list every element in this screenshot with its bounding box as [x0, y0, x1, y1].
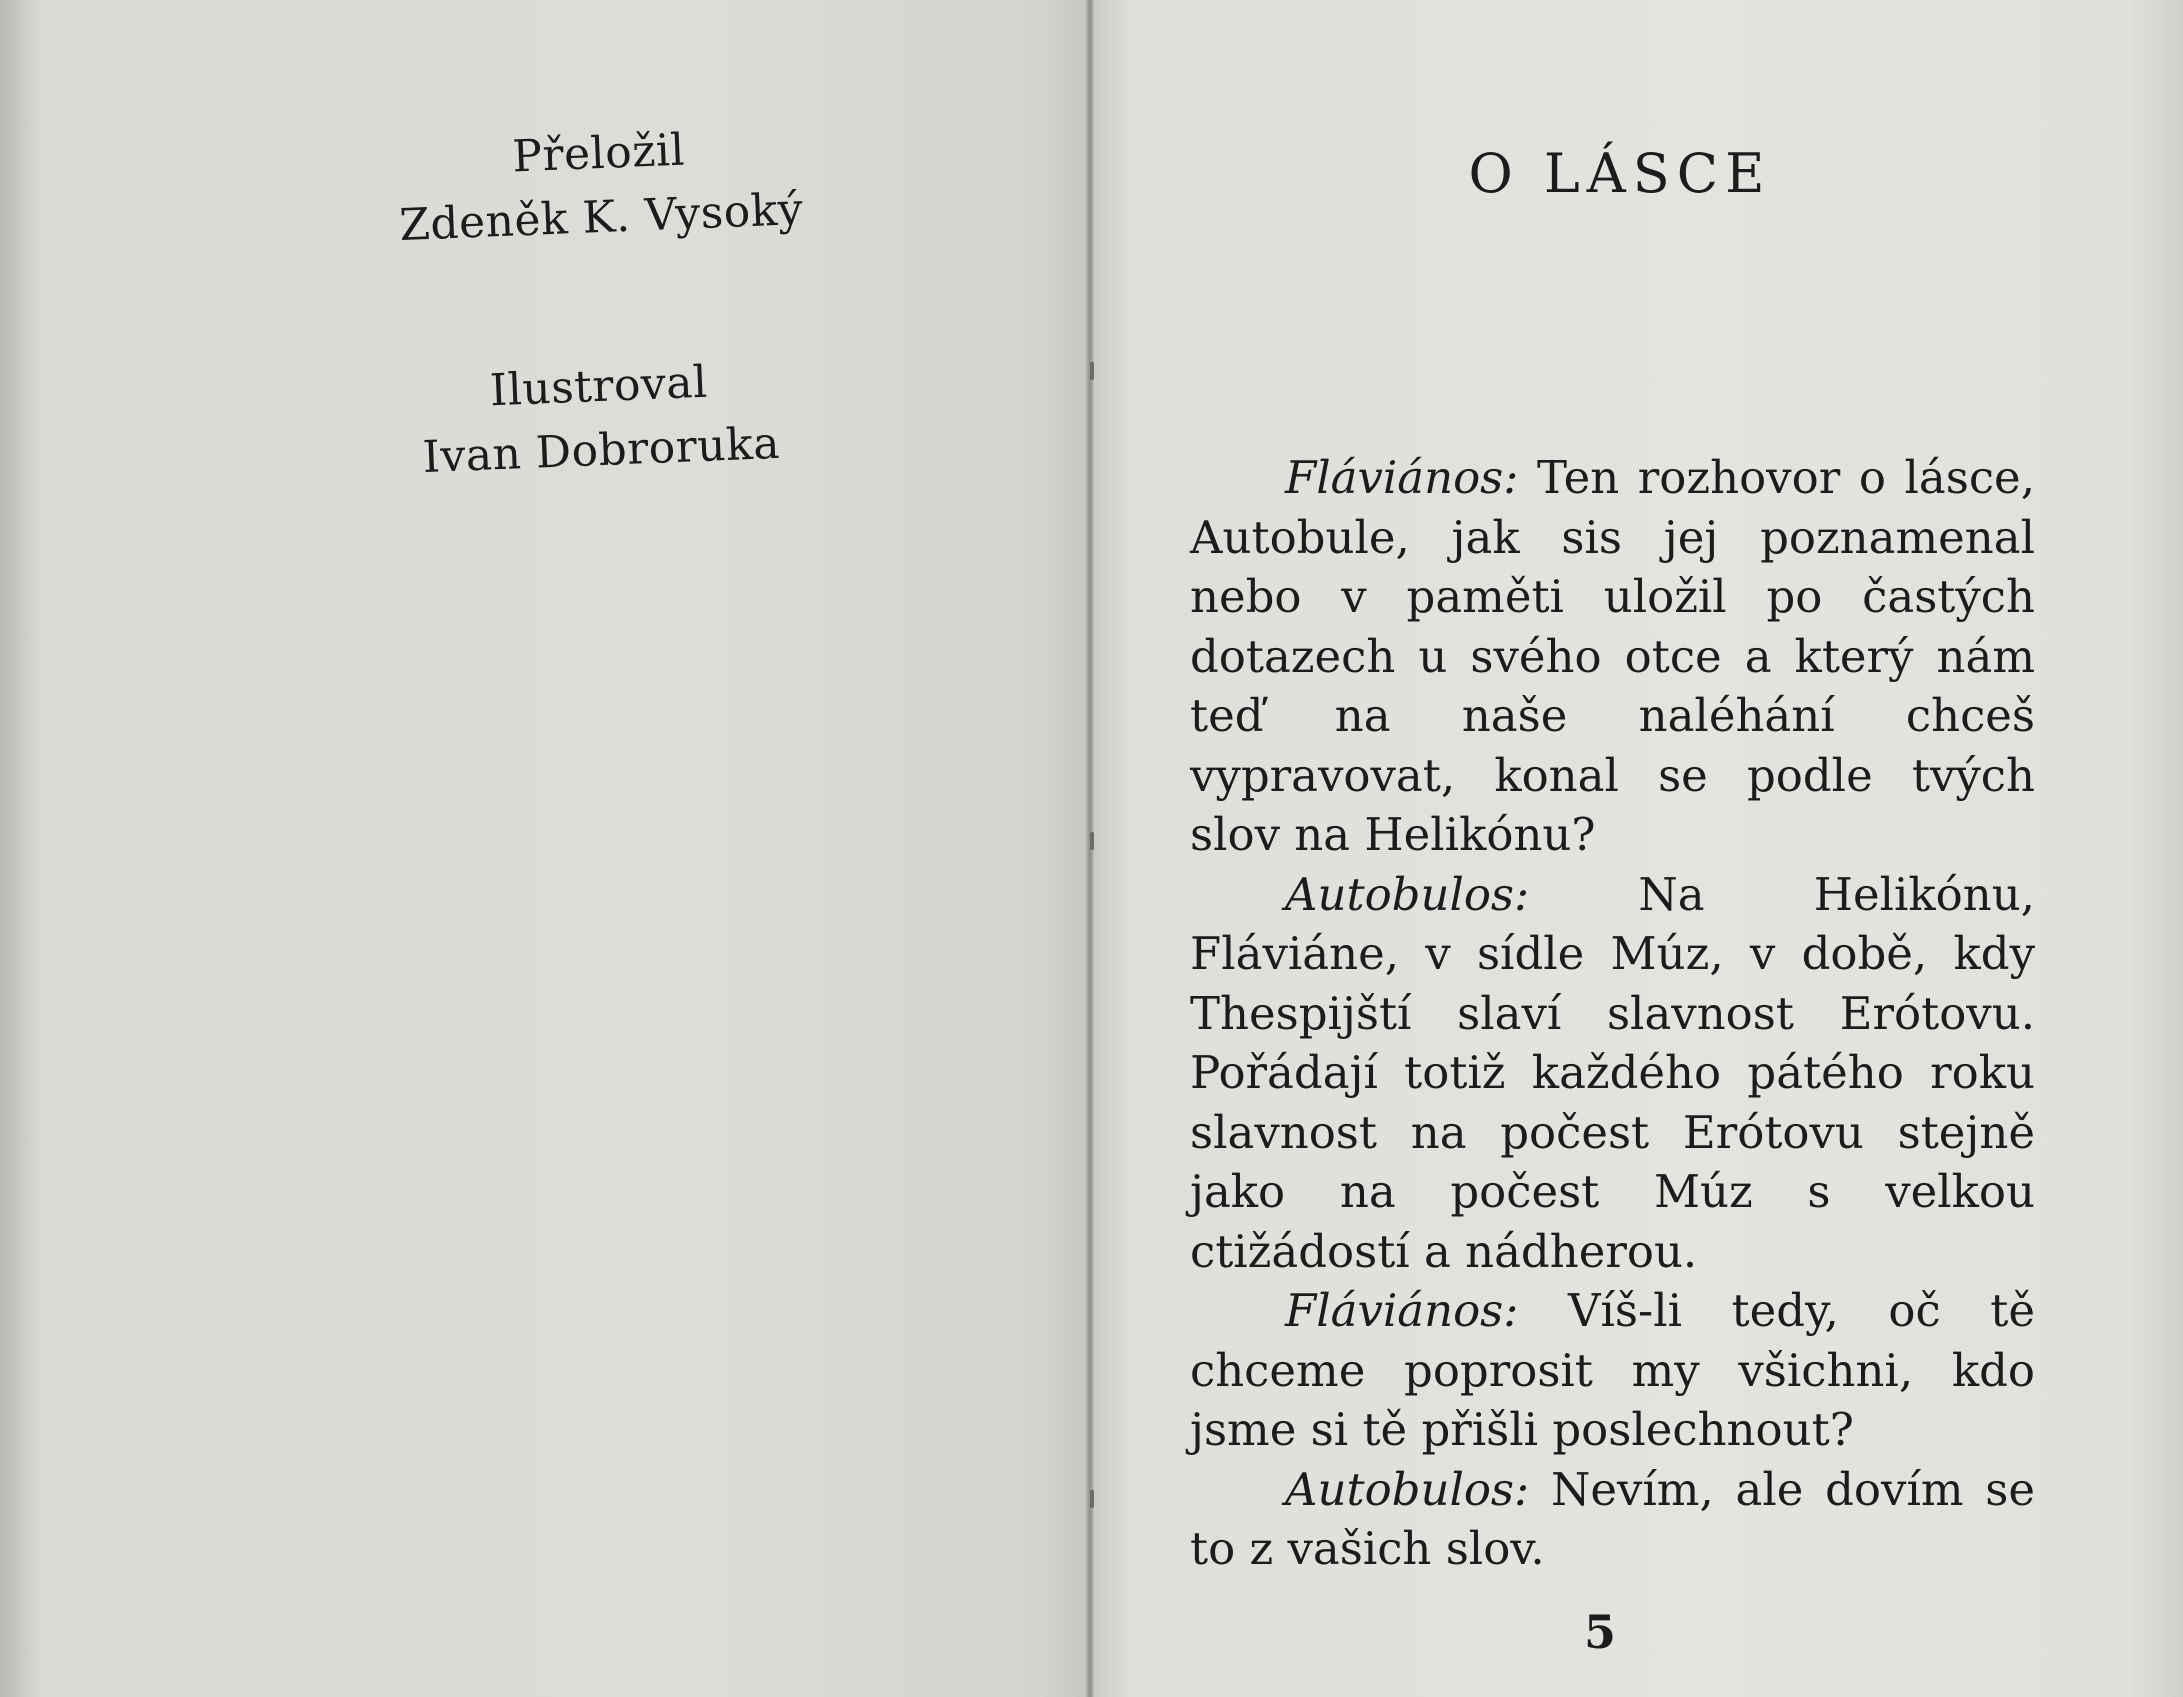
- chapter-title: O LÁSCE: [1468, 142, 1772, 205]
- binding-stitch: [1090, 1490, 1094, 1508]
- speaker-name: Autobulos:: [1285, 867, 1530, 921]
- right-page: [1090, 0, 2183, 1697]
- dialogue-text: [1190, 448, 2035, 1579]
- speech-text: Ten rozhovor o lásce, Autobule, jak sis jej poznamenal nebo v paměti uložil po častých dotazech u svého otce a který nám teď na naše naléhání chceš vypravovat, konal se podle tvých slov na Helikónu?: [1190, 451, 2035, 861]
- illustrator-name: Ivan Dobroruka: [421, 417, 781, 484]
- illustrator-label: Ilustroval: [488, 356, 709, 417]
- translator-name: Zdeněk K. Vysoký: [398, 183, 805, 252]
- speech-text: Nevím, ale dovím se to z vašich slov.: [1190, 1462, 2035, 1575]
- binding-stitch: [1090, 362, 1094, 380]
- binding-stitch: [1090, 832, 1094, 850]
- dialogue-paragraph: [1190, 865, 2035, 1282]
- speaker-name: Fláviános:: [1285, 1284, 1519, 1337]
- dialogue-paragraph: [1190, 1460, 2035, 1579]
- speech-text: Na Helikónu, Fláviáne, v sídle Múz, v době, kdy Thespijští slaví slavnost Erótovu. Pořádají totiž každého pátého roku slavnost na počest Erótovu stejně jako na počest Múz s velkou ctižádostí a nádherou.: [1190, 867, 2035, 1278]
- dialogue-paragraph: [1190, 448, 2035, 865]
- speaker-name: Fláviános:: [1285, 451, 1519, 504]
- speaker-name: Autobulos:: [1285, 1462, 1530, 1516]
- translator-credit: [338, 112, 863, 261]
- dialogue-paragraph: [1190, 1281, 2035, 1460]
- illustrator-credit: [338, 345, 863, 494]
- page-number: 5: [1583, 1605, 1616, 1659]
- left-page: [0, 0, 1090, 1697]
- translator-label: Přeložil: [511, 124, 686, 183]
- speech-text: Víš-li tedy, oč tě chceme poprosit my všichni, kdo jsme si tě přišli poslechnout?: [1190, 1284, 2035, 1456]
